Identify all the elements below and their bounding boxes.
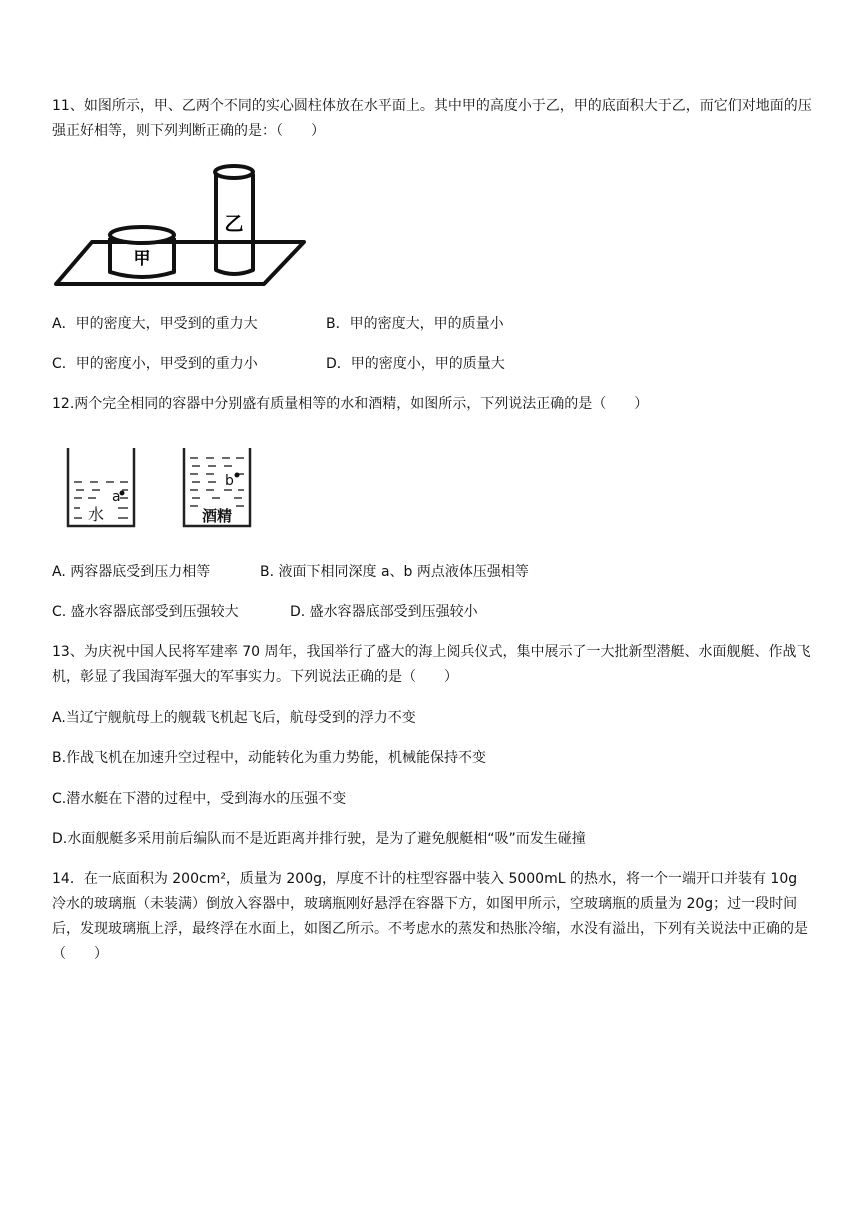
water-label: 水 xyxy=(87,505,105,524)
q13-option-a[interactable]: A.当辽宁舰航母上的舰载飞机起飞后，航母受到的浮力不变 xyxy=(52,710,416,726)
q12-option-a[interactable]: A. 两容器底受到压力相等 xyxy=(52,564,211,580)
q11-option-c[interactable]: C．甲的密度小，甲受到的重力小 xyxy=(52,356,258,372)
q12-option-b[interactable]: B. 液面下相同深度 a、b 两点液体压强相等 xyxy=(260,564,529,580)
q11-cylinders-figure xyxy=(52,160,312,290)
q14-stem: 14．在一底面积为 200cm²，质量为 200g，厚度不计的柱型容器中装入 5000mL 的热水，将一个一端开口并装有 10g 冷水的玻璃瓶（未装满）倒放入容器中，玻璃瓶刚好悬浮在容器下方，如图甲所示，空玻璃瓶的质量为 20g；过一段时间后，发现玻璃瓶上浮，最终浮在水面上，如图乙所示。不考虑水的蒸发和热胀冷缩，水没有溢出，下列有关说法中正确的是（ ） xyxy=(52,871,808,962)
q13-stem: 13、为庆祝中国人民将军建率 70 周年，我国举行了盛大的海上阅兵仪式，集中展示了一大批新型潜艇、水面舰艇、作战飞机，彰显了我国海军强大的军事实力。下列说法正确的是（ ） xyxy=(52,644,811,685)
q11-stem: 11、如图所示，甲、乙两个不同的实心圆柱体放在水平面上。其中甲的高度小于乙，甲的底面积大于乙，而它们对地面的压强正好相等，则下列判断正确的是：（ ） xyxy=(52,98,812,139)
point-b-dot xyxy=(235,473,240,478)
q11-option-d[interactable]: D．甲的密度小，甲的质量大 xyxy=(326,356,505,372)
q12-option-d[interactable]: D. 盛水容器底部受到压强较小 xyxy=(290,604,478,620)
q11-option-a[interactable]: A．甲的密度大，甲受到的重力大 xyxy=(52,316,258,332)
q13-option-b[interactable]: B.作战飞机在加速升空过程中，动能转化为重力势能，机械能保持不变 xyxy=(52,750,487,766)
label-jia: 甲 xyxy=(133,249,151,269)
q11-option-b[interactable]: B．甲的密度大，甲的质量小 xyxy=(326,316,504,332)
q12-option-c[interactable]: C. 盛水容器底部受到压强较大 xyxy=(52,604,239,620)
q12-stem: 12.两个完全相同的容器中分别盛有质量相等的水和酒精，如图所示，下列说法正确的是（ ） xyxy=(52,396,649,412)
label-yi: 乙 xyxy=(224,213,244,235)
q13-option-c[interactable]: C.潜水艇在下潜的过程中，受到海水的压强不变 xyxy=(52,791,347,807)
point-a-label: a xyxy=(112,489,121,505)
q13-option-d[interactable]: D.水面舰艇多采用前后编队而不是近距离并排行驶，是为了避免舰艇相“吸”而发生碰撞 xyxy=(52,831,586,847)
q12-containers-figure xyxy=(62,446,262,532)
alcohol-label: 酒精 xyxy=(201,507,233,525)
point-b-label: b xyxy=(225,473,234,489)
